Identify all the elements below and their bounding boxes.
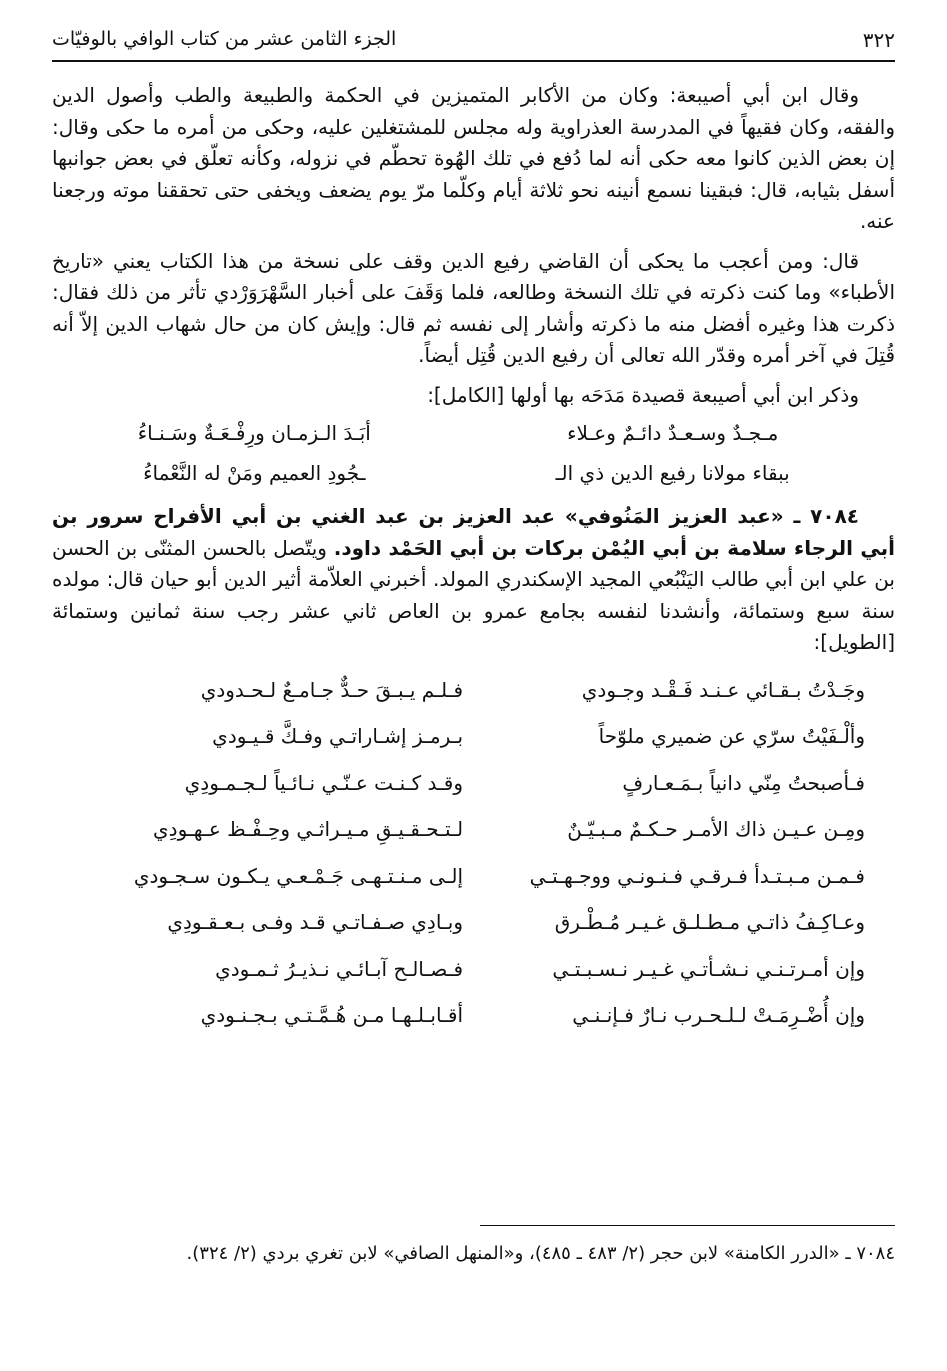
poem-kamil bbox=[52, 413, 895, 493]
verse-line bbox=[52, 853, 895, 900]
entry-text: ويتّصل بالحسن المثنّى بن الحسن بن علي ابن أبي طالب اليَنْبُعي المجيد الإسكندري المولد. أخبرني العلاّمة أثير الدين أبو حيان قال: مولده سنة سبع وستمائة، وأنشدنا لنفسه بجامع عمرو بن العاص ثاني عشر رجب سنة ثمانين وستمائة [الطويل]: bbox=[52, 535, 895, 654]
verse-line bbox=[52, 992, 895, 1039]
verse-second-hemistich: إلـى مـنـتـهـى جَـمْـعـي يـكـون سـجـودي bbox=[133, 863, 464, 888]
verse-line bbox=[52, 413, 895, 453]
verse-line bbox=[52, 946, 895, 993]
verse-second-hemistich: وبـادِي صـفـاتـي قـد وفـى بـعـقـودِي bbox=[167, 910, 464, 934]
verse-first-hemistich: فـمـن مـبـتـدأ فـرقـي فـنـونـي ووجـهـتـي bbox=[529, 863, 865, 888]
verse-second-hemistich: أبَـدَ الـزمـان ورِفْـعَـةٌ وسَـنـاءُ bbox=[137, 421, 371, 445]
page-header bbox=[52, 22, 895, 62]
paragraph-poem-intro: وذكر ابن أبي أصيبعة قصيدة مَدَحَه بها أولها [الكامل]: bbox=[427, 382, 859, 407]
verse-second-hemistich: فـلـم يـبـقَ حـدٌّ جـامـعٌ لـحـدودي bbox=[200, 677, 464, 702]
verse-second-hemistich: فـصـالـح آبـائـي نـذيـرُ ثـمـودي bbox=[215, 956, 464, 981]
verse-line bbox=[52, 453, 895, 493]
verse-line bbox=[52, 667, 895, 714]
page-body bbox=[52, 80, 895, 1047]
entry-heading: ٧٠٨٤ ـ «عبد العزيز المَنُوفي» عبد العزيز بن عبد الغني بن أبي الأفراح سرور بن أبي الرجاء سلامة بن أبي اليُمْن بركات بن أبي الحَمْد داود. bbox=[52, 504, 895, 560]
verse-second-hemistich: وقـد كـنـت عـنّـي نـائـياً لـجـمـودِي bbox=[184, 770, 464, 795]
verse-second-hemistich: أقـابـلـهـا مـن هُـمَّـتـي بـجـنـودي bbox=[200, 1003, 464, 1027]
paragraph-ibn-abi-usaybia: وقال ابن أبي أصيبعة: وكان من الأكابر المتميزين في الحكمة والطبيعة والطب وأصول الدين والفقه، وكان فقيهاً في المدرسة العذراوية وله مجلس للمشتغلين عليه، وحكى من أمره ما حكى وقال: إن بعض الذين كانوا معه حكى أنه لما دُفع في تلك الهُوة تحطّم في نزوله، وكأنه تعلّق في بعض جوانبها أسفل بثيابه، قال: فبقينا نسمع أنينه نحو ثلاثة أيام وكلّما مرّ يوم يضعف ويخفى حتى تحققنا موته ورجعنا عنه. bbox=[52, 83, 895, 233]
poem-tawil bbox=[52, 667, 895, 1039]
verse-line bbox=[52, 760, 895, 807]
footnote: ٧٠٨٤ ـ «الدرر الكامنة» لابن حجر (٢/ ٤٨٣ ـ ٤٨٥)، و«المنهل الصافي» لابن تغري بردي (٢/ ٣٢٤). bbox=[186, 1243, 895, 1264]
verse-line bbox=[52, 713, 895, 760]
verse-first-hemistich: ومِـن عـيـن ذاك الأمـر حـكـمٌ مـبـيّـنٌ bbox=[567, 817, 865, 841]
verse-first-hemistich: فـأصبحتُ مِنّي دانياً بـمَـعـارفٍ bbox=[622, 770, 865, 795]
running-title: الجزء الثامن عشر من كتاب الوافي بالوفيّات bbox=[52, 28, 397, 50]
footnote-separator bbox=[480, 1225, 895, 1226]
verse-first-hemistich: وجَـدْتُ بـقـائي عـنـد فَـقْـد وجـودي bbox=[581, 677, 865, 702]
biography-entry-7084 bbox=[52, 501, 895, 659]
verse-second-hemistich: بـرمـز إشـاراتـي وفـكَّ قـيـودي bbox=[212, 724, 464, 748]
verse-second-hemistich: ـجُودِ العميم ومَنْ له النَّعْماءُ bbox=[143, 461, 366, 485]
verse-line bbox=[52, 899, 895, 946]
verse-line bbox=[52, 806, 895, 853]
verse-first-hemistich: وعـاكِـفُ ذاتـي مـطـلـق غـيـر مُـطْـرق bbox=[554, 910, 865, 934]
verse-first-hemistich: وألْـفَيْتُ سرّي عن ضميري ملوّحاً bbox=[598, 724, 865, 748]
verse-first-hemistich: مـجـدٌ وسـعـدٌ دائـمٌ وعـلاء bbox=[567, 421, 779, 445]
verse-first-hemistich: وإن أُضْـرِمَـتْ لـلـحـرب نـارٌ فـإنـنـي bbox=[572, 1003, 865, 1027]
verse-second-hemistich: لـتـحـقـيـقِ مـيـراثـي وحِـفْـظ عـهـودِي bbox=[153, 817, 464, 841]
verse-first-hemistich: ببقاء مولانا رفيع الدين ذي الـ bbox=[555, 461, 790, 485]
page-number: ٣٢٢ bbox=[862, 28, 895, 52]
verse-first-hemistich: وإن أمـرتـنـي نـشـأتـي غـيـر نـسـبـتـي bbox=[552, 956, 865, 981]
paragraph-rafi-al-din: قال: ومن أعجب ما يحكى أن القاضي رفيع الدين وقف على نسخة من هذا الكتاب يعني «تاريخ الأطباء» وما كنت ذكرته في تلك النسخة وطالعه، فلما وَقَفَ على أخبار السَّهْرَوَرْدي تأثر من ذلك فقال: ذكرت هذا وغيره أفضل منه ما ذكرته وأشار إلى نفسه ثم قال: وإيش كان من حال شهاب الدين إلاّ أنه قُتِلَ في آخر أمره وقدّر الله تعالى أن رفيع الدين قُتِل أيضاً. bbox=[52, 248, 895, 367]
